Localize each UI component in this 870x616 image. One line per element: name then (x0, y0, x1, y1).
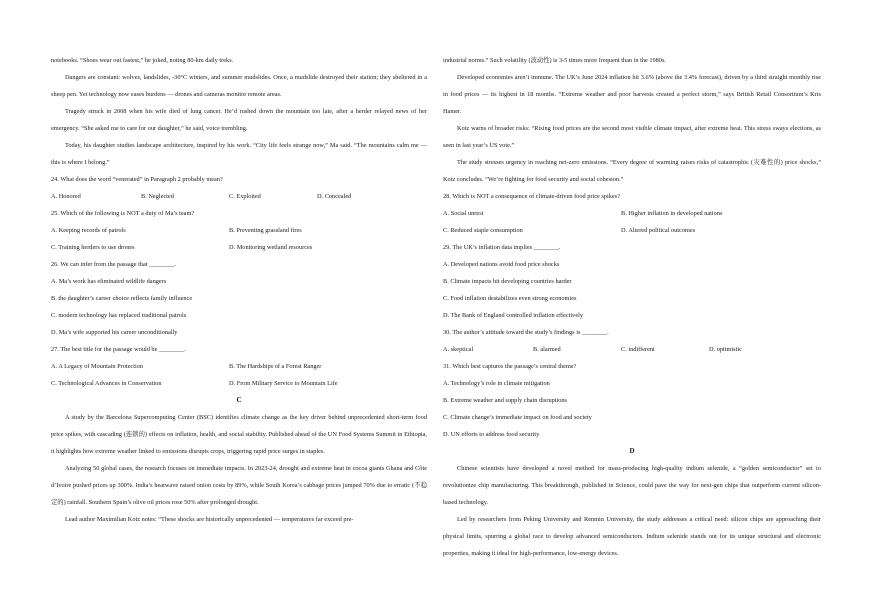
option: A. A Legacy of Mountain Protection (51, 363, 143, 370)
option: D. optimistic (709, 346, 742, 353)
paragraph: notebooks. “Shoes wear out fastest,” he joked, noting 80-km daily treks. (51, 57, 234, 64)
question-24: 24. What does the word “venerated” in Paragraph 2 probably mean? (51, 176, 223, 183)
option: C. Food inflation destabilizes even strong economies (443, 295, 577, 302)
paragraph: Kotz warns of broader risks: “Rising food prices are the second most visible climate impact, after extreme heat. This stress sways elections, as seen in last year’s US vote.” (443, 125, 821, 149)
option: A. Technology’s role in climate mitigation (443, 380, 550, 387)
option: D. Monitoring wetland resources (229, 244, 313, 251)
option: D. UN efforts to address food security (443, 431, 540, 438)
question-28-options-row2 (443, 222, 821, 239)
option: D. Concealed (317, 193, 352, 200)
paragraph: The study stresses urgency in reaching net-zero emissions. “Every degree of warming raises risks of catastrophic (灾难性的) price shocks,” Kotz concludes. “We’re fighting for food security and social cohesion.” (443, 159, 821, 183)
question-27-options-row1 (51, 358, 427, 375)
question-28: 28. Which is NOT a consequence of climate-driven food price spikes? (443, 193, 620, 200)
question-27-options-row2 (51, 375, 427, 392)
question-31: 31. Which best captures the passage’s central theme? (443, 363, 577, 370)
option: A. Developed nations avoid food price shocks (443, 261, 560, 268)
paragraph: Chinese scientists have developed a novel method for mass-producing high-quality indium selenide, a “golden semiconductor” set to revolutionize chip manufacturing. This breakthrough, published in Science, could pave the way for next-gen chips that outperform current silicon-based technology. (443, 465, 821, 506)
section-heading-d: D (629, 447, 635, 455)
right-column (443, 52, 821, 562)
option: D. Altered political outcomes (621, 227, 696, 234)
option: B. The Hardships of a Forest Ranger (229, 363, 322, 370)
option: A. skeptical (443, 346, 474, 353)
question-30-options (443, 341, 821, 358)
question-30: 30. The author’s attitude toward the study’s findings is ________. (443, 329, 609, 336)
option: C. Climate change’s immediate impact on food and society (443, 414, 592, 421)
question-28-options-row1 (443, 205, 821, 222)
question-24-options (51, 188, 427, 205)
option: B. Neglected (141, 193, 174, 200)
paragraph: Today, his daughter studies landscape architecture, inspired by his work. “City life feels strange now,” Ma said. “The mountains calm me — this is where I belong.” (51, 142, 427, 166)
question-25: 25. Which of the following is NOT a duty of Ma’s team? (51, 210, 195, 217)
option: A. Honored (51, 193, 81, 200)
option: B. Climate impacts hit developing countries harder (443, 278, 572, 285)
option: B. alarmed (533, 346, 561, 353)
paragraph: A study by the Barcelona Supercomputing Center (BSC) identifies climate change as the key driver behind unprecedented short-term food price spikes, with cascading (连锁的) effects on inflation, health, and social stability. Published ahead of the UN Food Systems Summit in Ethiopia, it highlights how extreme weather linked to emissions disrupts crops, triggering rapid price surges in staples. (51, 414, 427, 455)
option: C. Training herders to use drones (51, 244, 135, 251)
section-heading-c: C (236, 396, 242, 404)
option: C. Reduced staple consumption (443, 227, 523, 234)
option: C. Exploited (229, 193, 261, 200)
option: A. Keeping records of patrols (51, 227, 126, 234)
paragraph: Lead author Maximilian Kotz notes: “These shocks are historically unprecedented — temperatures far exceed pre- (65, 516, 354, 523)
question-27: 27. The best title for the passage would be ________. (51, 346, 186, 353)
question-25-options-row1 (51, 222, 427, 239)
left-column (51, 52, 427, 528)
option: B. Extreme weather and supply chain disruptions (443, 397, 567, 404)
question-29: 29. The UK’s inflation data implies ________. (443, 244, 561, 251)
question-26: 26. We can infer from the passage that ________. (51, 261, 176, 268)
option: D. The Bank of England controlled inflation effectively (443, 312, 584, 319)
option: B. Higher inflation in developed nations (621, 210, 723, 217)
paragraph: Led by researchers from Peking University and Renmin University, the study addresses a critical need: silicon chips are approaching their physical limits, spurring a global race to develop advanced semiconductors. Indium selenide stands out for its unique structural and electronic properties, making it ideal for high-performance, low-energy devices. (443, 516, 821, 557)
question-25-options-row2 (51, 239, 427, 256)
option: B. the daughter’s career choice reflects family influence (51, 295, 193, 302)
option: D. Ma’s wife supported his career unconditionally (51, 329, 178, 336)
option: C. indifferent (621, 346, 655, 353)
option: D. From Military Service to Mountain Life (229, 380, 338, 387)
option: C. modern technology has replaced traditional patrols (51, 312, 187, 319)
paragraph: Developed economies aren’t immune. The UK’s June 2024 inflation hit 3.6% (above the 3.4% forecast), driven by a third straight monthly rise in food prices — its highest in 18 months. “Extreme weather and poor harvests created a perfect storm,” says British Retail Consortium’s Kris Hamer. (443, 74, 821, 115)
option: C. Technological Advances in Conservation (51, 380, 162, 387)
option: A. Ma’s work has eliminated wildlife dangers (51, 278, 167, 285)
paragraph: Tragedy struck in 2008 when his wife died of lung cancer. He’d rushed down the mountain too late, after a herder relayed news of her emergency. “She asked me to care for our daughter,” he said, voice trembling. (51, 108, 427, 132)
option: B. Preventing grassland fires (229, 227, 302, 234)
paragraph: Dangers are constant: wolves, landslides, -30°C winters, and summer mudslides. Once, a mudslide destroyed their station; they sheltered in a sheep pen. Yet technology now eases burdens — drones and cameras monitor remote areas. (51, 74, 427, 98)
paragraph: industrial norms.” Such volatility (波动性) is 3-5 times more frequent than in the 1980s. (443, 57, 666, 64)
paragraph: Analyzing 50 global cases, the research focuses on immediate impacts. In 2023-24, drought and extreme heat in cocoa giants Ghana and Côte d’Ivoire pushed prices up 300%. India’s heatwave raised onion costs by 89%, while South Korea’s cabbage prices jumped 70% due to erratic (不稳定的) rainfall. Southern Spain’s olive oil prices rose 50% after prolonged drought. (51, 465, 427, 506)
option: A. Social unrest (443, 210, 484, 217)
